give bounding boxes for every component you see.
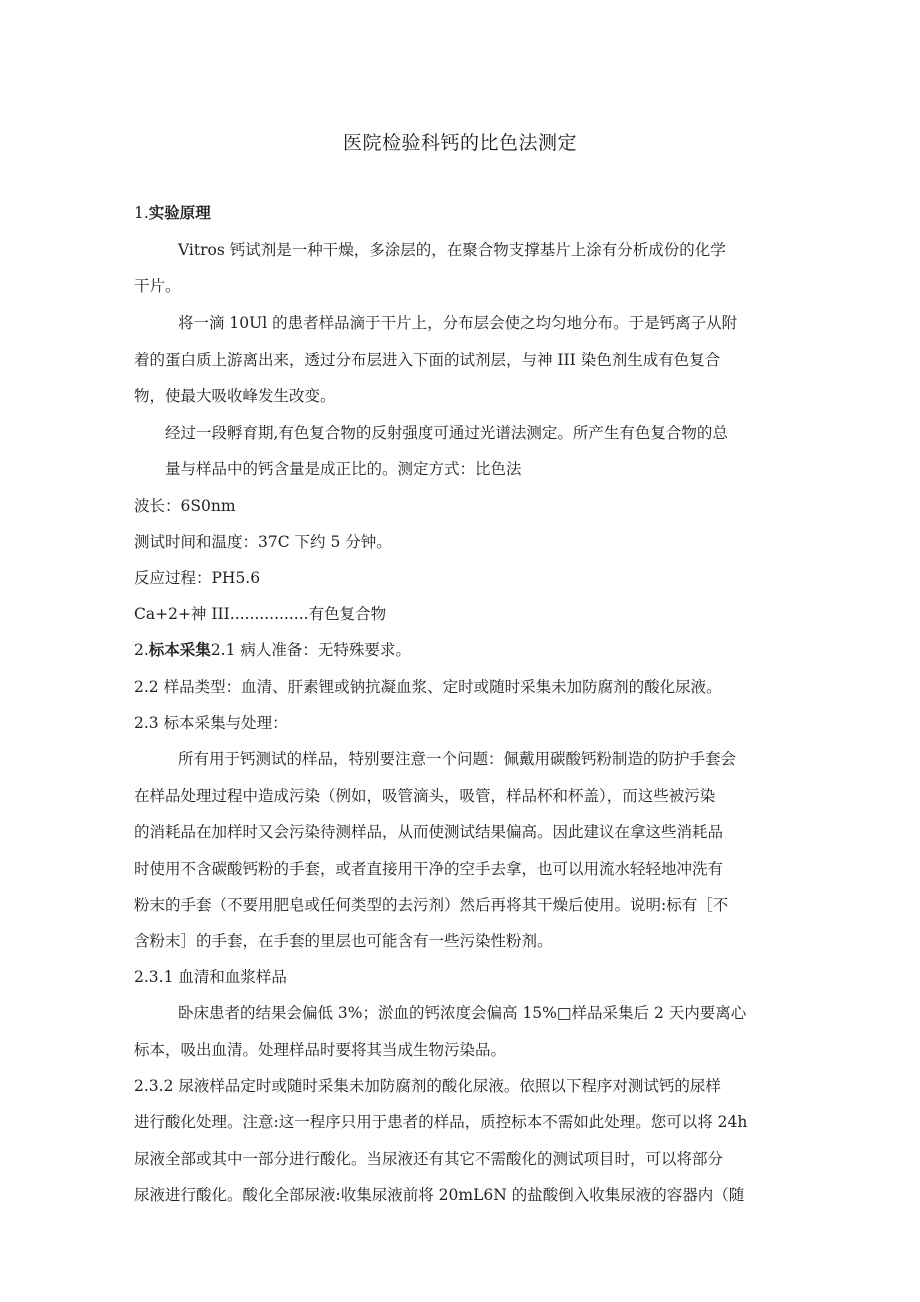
paragraph-line: 所有用于钙测试的样品，特别要注意一个问题：佩戴用碳酸钙粉制造的防护手套会 — [178, 750, 737, 768]
paragraph-line: 时使用不含碳酸钙粉的手套，或者直接用干净的空手去拿，也可以用流水轻轻地冲洗有 — [134, 860, 724, 878]
document-title: 医院检验科钙的比色法测定 — [342, 132, 577, 154]
paragraph-line: 尿液进行酸化。酸化全部尿液:收集尿液前将 20mL6N 的盐酸倒入收集尿液的容器内（随 — [134, 1186, 745, 1204]
paragraph-line: 粉末的手套（不要用肥皂或任何类型的去污剂）然后再将其干燥后使用。说明:标有［不 — [134, 896, 729, 914]
section-number: 2. — [134, 641, 149, 659]
subsection-heading: 2.3.2 尿液样品定时或随时采集未加防腐剂的酸化尿液。依照以下程序对测试钙的尿样 — [134, 1077, 721, 1095]
paragraph-line: 尿液全部或其中一部分进行酸化。当尿液还有其它不需酸化的测试项目时，可以将部分 — [134, 1150, 724, 1168]
section-heading-1 — [134, 202, 211, 224]
paragraph-line: 卧床患者的结果会偏低 3%；淤血的钙浓度会偏高 15%□样品采集后 2 天内要离心 — [178, 1004, 747, 1022]
reaction-process-line: 反应过程：PH5.6 — [134, 569, 261, 587]
paragraph-line: 在样品处理过程中造成污染（例如，吸管滴头，吸管，样品杯和杯盖），而这些被污染 — [134, 787, 716, 805]
wavelength-line: 波长：6S0nm — [134, 497, 236, 515]
paragraph-line: 进行酸化处理。注意:这一程序只用于患者的样品，质控标本不需如此处理。您可以将 24h — [134, 1113, 748, 1131]
paragraph-line: 将一滴 10Ul 的患者样品滴于干片上，分布层会使之均匀地分布。于是钙离子从附 — [178, 314, 738, 332]
section-title: 标本采集 — [148, 640, 211, 659]
paragraph-line: 着的蛋白质上游离出来，透过分布层进入下面的试剂层，与神 III 染色剂生成有色复合 — [134, 351, 721, 369]
paragraph-line: 2.2 样品类型：血清、肝素锂或钠抗凝血浆、定时或随时采集未加防腐剂的酸化尿液。 — [134, 678, 722, 696]
paragraph-line: 干片。 — [134, 277, 181, 295]
section-title: 实验原理 — [148, 203, 211, 222]
paragraph-line: 经过一段孵育期,有色复合物的反射强度可通过光谱法测定。所产生有色复合物的总 — [165, 424, 728, 442]
subsection-heading: 2.3.1 血清和血浆样品 — [134, 968, 287, 986]
subsection-heading: 2.3 标本采集与处理： — [134, 714, 288, 732]
paragraph-line: 量与样品中的钙含量是成正比的。测定方式：比色法 — [165, 460, 522, 478]
paragraph-line: Vitros 钙试剂是一种干燥，多涂层的，在聚合物支撑基片上涂有分析成份的化学 — [178, 241, 726, 259]
section-inline-text: 2.1 病人准备：无特殊要求。 — [210, 641, 411, 659]
test-time-line: 测试时间和温度：37C 下约 5 分钟。 — [134, 533, 392, 551]
paragraph-line: 物，使最大吸收峰发生改变。 — [134, 387, 336, 405]
paragraph-line: 含粉末］的手套，在手套的里层也可能含有一些污染性粉剂。 — [134, 932, 553, 950]
section-heading-2 — [134, 639, 411, 661]
paragraph-line: 的消耗品在加样时又会污染待测样品，从而使测试结果偏高。因此建议在拿这些消耗品 — [134, 823, 724, 841]
reaction-equation-line: Ca+2+神 III................有色复合物 — [134, 605, 387, 623]
paragraph-line: 标本，吸出血清。处理样品时要将其当成生物污染品。 — [134, 1041, 507, 1059]
section-number: 1. — [134, 204, 149, 222]
